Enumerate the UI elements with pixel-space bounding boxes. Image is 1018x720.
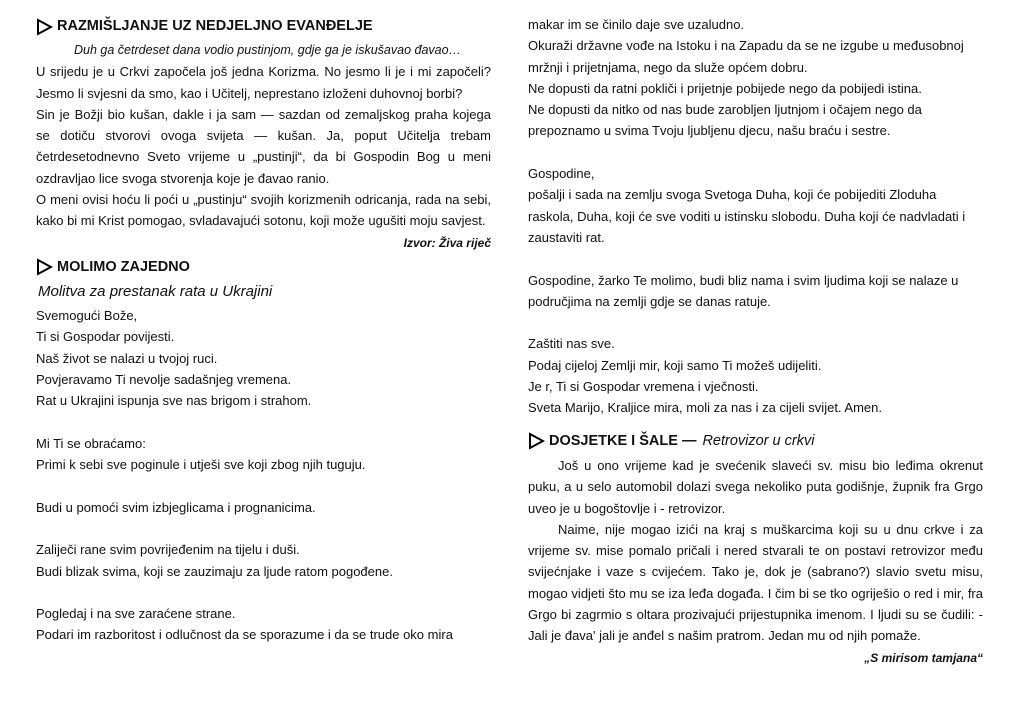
source-credit: „S mirisom tamjana“ <box>864 650 983 665</box>
paragraph: Još u ono vrijeme kad je svećenik slaveći sv. misu bio leđima okrenut puku, a u selo automobil dolazi svega nekoliko puta godišnje, župnik fra Grgo uveo je u bogoštovlje i - retrovizor. <box>528 457 983 516</box>
line-gap <box>528 142 983 163</box>
play-outline-icon <box>36 18 53 36</box>
line-gap <box>36 518 491 539</box>
section-heading-reflection <box>36 16 491 37</box>
line-gap <box>528 248 983 269</box>
line-gap <box>36 475 491 496</box>
paragraph: U srijedu je u Crkvi započela još jedna Korizma. No jesmo li je i mi započeli? Jesmo li svjesni da smo, kao i Učitelj, neprestano izloženi duhovnoj borbi? <box>36 64 491 101</box>
gospel-quote: Duh ga četrdeset dana vodio pustinjom, gdje ga je iskušavao đavao… <box>74 43 462 58</box>
prayer-line: Ne dopusti da nitko od nas bude zarobljen ljutnjom i očajem nego da prepoznamo u svima Tvoju ljubljenu djecu, našu braću i sestre. <box>528 102 922 139</box>
section-title: RAZMIŠLJANJE UZ NEDJELJNO EVANĐELJE <box>57 18 373 34</box>
play-outline-icon <box>528 432 545 450</box>
prayer-line: Zaliječi rane svim povrijeđenim na tijelu i duši. <box>36 542 300 558</box>
prayer-line: Okuraži državne vođe na Istoku i na Zapadu da se ne izgube u međusobnoj mržnji i prijetnjama, nego da služe općem dobru. <box>528 38 964 75</box>
prayer-line: Budi blizak svima, koji se zauzimaju za ljude ratom pogođene. <box>36 563 393 579</box>
prayer-line: Primi k sebi sve poginule i utješi sve koji zbog njih tuguju. <box>36 457 366 473</box>
prayer-line: Gospodine, <box>528 166 595 182</box>
prayer-lines <box>36 305 491 646</box>
play-outline-icon <box>36 258 53 276</box>
prayer-line: Podaj cijeloj Zemlji mir, koji samo Ti možeš udijeliti. <box>528 357 822 373</box>
left-column <box>36 14 491 646</box>
prayer-line: Rat u Ukrajini ispunja sve nas brigom i strahom. <box>36 393 312 409</box>
line-gap <box>36 411 491 432</box>
prayer-line: Ne dopusti da ratni pokliči i prijetnje pobijede nego da pobijedi istina. <box>528 80 922 96</box>
prayer-continuation <box>528 14 983 419</box>
prayer-line: pošalji i sada na zemlju svoga Svetoga Duha, koji će pobijediti Zloduha raskola, Duha, koji će sve voditi u istinsku slobodu. Duha koji će nadvladati i zaustaviti rat. <box>528 187 966 245</box>
prayer-line: Zaštiti nas sve. <box>528 336 615 352</box>
source-credit: Izvor: Živa riječ <box>403 235 491 250</box>
prayer-line: Svemogući Bože, <box>36 307 138 323</box>
prayer-line: Je r, Ti si Gospodar vremena i vječnosti. <box>528 379 759 395</box>
right-column <box>528 14 983 672</box>
prayer-line: Naš život se nalazi u tvojoj ruci. <box>36 350 218 366</box>
prayer-line: makar im se činilo daje sve uzaludno. <box>528 17 745 32</box>
prayer-line: Ti si Gospodar povijesti. <box>36 329 175 345</box>
section-title: MOLIMO ZAJEDNO <box>57 258 190 275</box>
section-heading-prayer <box>36 257 491 278</box>
paragraph: Naime, nije mogao izići na kraj s muškarcima koji su u dnu crkve i za vrijeme sv. mise pomalo pričali i nered stvarali te on postavi retrovizor među svijećnjake i vaze s cvijećem. Tako je, dok je (sabrano?) slavio svetu misu, mogao vidjeti što mu se iza leđa događa. I čim bi se tko ogriješio o red i mir, fra Grgo bi zagrmio s oltara prozivajući prijestupnika imenom. I ljudi su se čudili: - Jali je đava' jali je anđel s našim pratrom. Jedan mu od njih pomaže. <box>528 521 983 644</box>
prayer-line: Pogledaj i na sve zaraćene strane. <box>36 606 236 622</box>
prayer-line: Podari im razboritost i odlučnost da se sporazume i da se trude oko mira <box>36 627 453 643</box>
prayer-line: Povjeravamo Ti nevolje sadašnjeg vremena. <box>36 371 292 387</box>
paragraph: O meni ovisi hoću li poći u „pustinju“ svojih korizmenih odricanja, rada na sebi, kako bi mi Krist pomogao, svladavajući sotonu, koji može ugušiti moju savjest. <box>36 192 491 229</box>
prayer-line: Gospodine, žarko Te molimo, budi bliz nama i svim ljudima koji se nalaze u područjima na zemlji gdje se danas ratuje. <box>528 272 959 309</box>
prayer-line: Mi Ti se obraćamo: <box>36 435 146 451</box>
line-gap <box>36 582 491 603</box>
prayer-line: Budi u pomoći svim izbjeglicama i prognanicima. <box>36 499 316 515</box>
paragraph: Sin je Božji bio kušan, dakle i ja sam — sazdan od zemaljskog praha kojega se dotiču stvorovi ovoga svijeta — kušan. Ja, poput Učitelja trebam četrdesetodnevno Sveto vrijeme u „pustinji“, da bi Gospodin Bog u meni ozdravljao lice svoga stvorenja koje je đavao ranio. <box>36 106 491 186</box>
prayer-subtitle: Molitva za prestanak rata u Ukrajini <box>38 282 273 300</box>
section-title: DOSJETKE I ŠALE — <box>549 432 697 449</box>
line-gap <box>528 312 983 333</box>
section-subtitle: Retrovizor u crkvi <box>702 432 815 449</box>
prayer-line: Sveta Marijo, Kraljice mira, moli za nas i za cijeli svijet. Amen. <box>528 400 883 416</box>
section-heading-jokes <box>528 431 983 452</box>
